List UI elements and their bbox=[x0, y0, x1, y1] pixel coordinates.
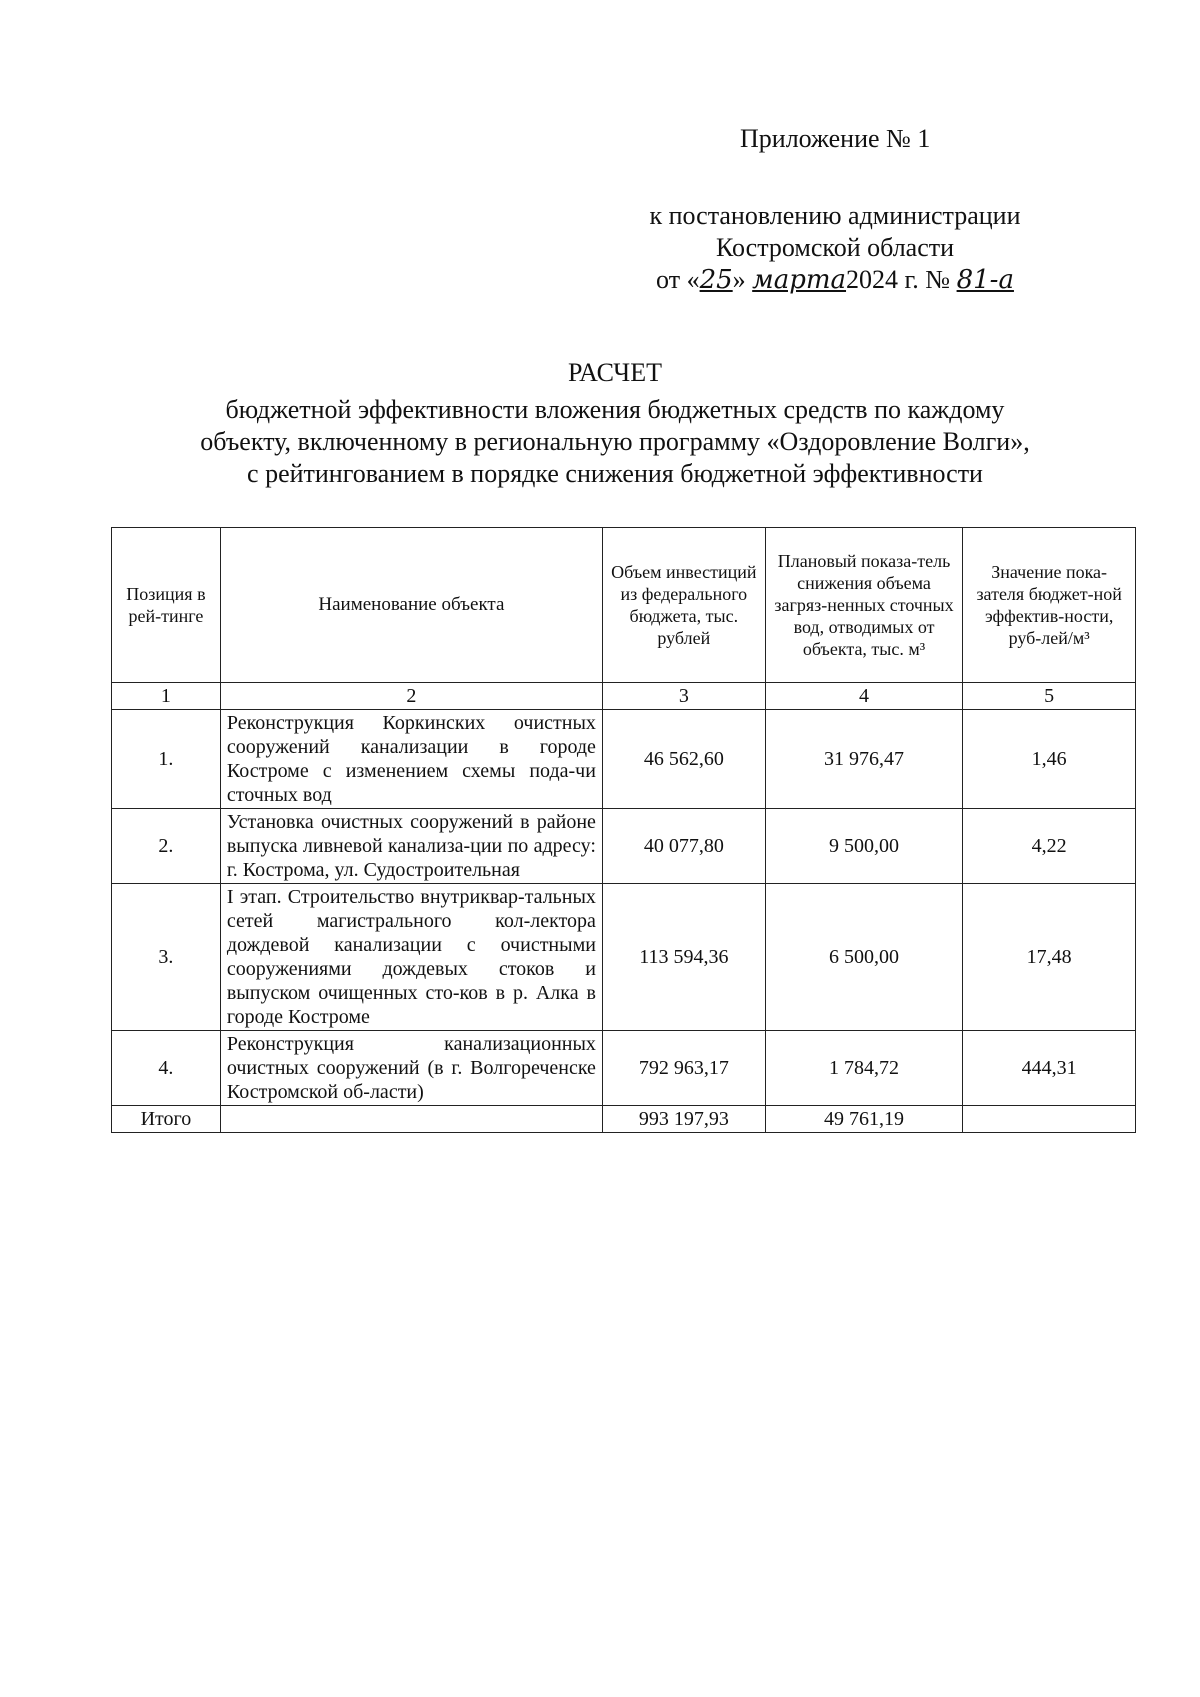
row-efficiency: 444,31 bbox=[963, 1031, 1136, 1106]
table-row bbox=[112, 1031, 1136, 1106]
column-number: 1 bbox=[112, 683, 221, 710]
row-investment: 792 963,17 bbox=[602, 1031, 765, 1106]
row-position: 2. bbox=[112, 809, 221, 884]
ref-prefix: от « bbox=[656, 265, 700, 294]
ref-line-3 bbox=[600, 264, 1070, 296]
row-object-name: I этап. Строительство внутриквар-тальных сетей магистрального кол-лектора дождевой канализации с очистными сооружениями дождевых стоков и выпуском очищенных сто-ков в р. Алка в городе Костроме bbox=[220, 884, 602, 1031]
header-position: Позиция в рей-тинге bbox=[112, 528, 221, 683]
column-number: 3 bbox=[602, 683, 765, 710]
row-reduction: 9 500,00 bbox=[765, 809, 963, 884]
ref-line-2: Костромской области bbox=[715, 233, 955, 262]
row-investment: 40 077,80 bbox=[602, 809, 765, 884]
document-title: РАСЧЕТ bbox=[568, 358, 662, 387]
ref-line-1: к постановлению администрации bbox=[649, 201, 1021, 230]
row-object-name: Реконструкция канализационных очистных сооружений (в г. Волгореченске Костромской об-ласти) bbox=[220, 1031, 602, 1106]
column-number: 2 bbox=[220, 683, 602, 710]
column-number-row bbox=[112, 683, 1136, 710]
row-efficiency: 4,22 bbox=[963, 809, 1136, 884]
header-object-name: Наименование объекта bbox=[220, 528, 602, 683]
row-object-name: Установка очистных сооружений в районе выпуска ливневой канализа-ции по адресу: г. Кострома, ул. Судостроительная bbox=[220, 809, 602, 884]
row-reduction: 1 784,72 bbox=[765, 1031, 963, 1106]
table-row bbox=[112, 884, 1136, 1031]
handwritten-day: 25 bbox=[699, 265, 733, 295]
subtitle-line: объекту, включенному в региональную программу «Оздоровление Волги», bbox=[200, 427, 1030, 456]
total-row bbox=[112, 1106, 1136, 1133]
table-header-row bbox=[112, 528, 1136, 683]
row-reduction: 31 976,47 bbox=[765, 710, 963, 809]
ref-year: 2024 г. № bbox=[846, 265, 957, 294]
document-subtitle bbox=[110, 394, 1120, 490]
row-object-name: Реконструкция Коркинских очистных сооружений канализации в городе Костроме с изменением схемы пода-чи сточных вод bbox=[220, 710, 602, 809]
resolution-reference bbox=[600, 200, 1070, 296]
header-efficiency: Значение пока-зателя бюджет-ной эффектив-ности, руб-лей/м³ bbox=[963, 528, 1136, 683]
row-efficiency: 1,46 bbox=[963, 710, 1136, 809]
header-reduction: Плановый показа-тель снижения объема загряз-ненных сточных вод, отводимых от объекта, тыс. м³ bbox=[765, 528, 963, 683]
subtitle-line: с рейтингованием в порядке снижения бюджетной эффективности bbox=[247, 459, 983, 488]
table-row bbox=[112, 710, 1136, 809]
total-empty-cell bbox=[963, 1106, 1136, 1133]
appendix-label: Приложение № 1 bbox=[740, 124, 931, 153]
column-number: 4 bbox=[765, 683, 963, 710]
row-position: 3. bbox=[112, 884, 221, 1031]
row-efficiency: 17,48 bbox=[963, 884, 1136, 1031]
total-investment: 993 197,93 bbox=[602, 1106, 765, 1133]
total-empty-cell bbox=[220, 1106, 602, 1133]
total-label: Итого bbox=[112, 1106, 221, 1133]
row-position: 1. bbox=[112, 710, 221, 809]
column-number: 5 bbox=[963, 683, 1136, 710]
row-reduction: 6 500,00 bbox=[765, 884, 963, 1031]
row-position: 4. bbox=[112, 1031, 221, 1106]
handwritten-number: 81-а bbox=[956, 265, 1014, 295]
row-investment: 113 594,36 bbox=[602, 884, 765, 1031]
ref-mid: » bbox=[732, 265, 753, 294]
header-investment: Объем инвестиций из федерального бюджета, тыс. рублей bbox=[602, 528, 765, 683]
subtitle-line: бюджетной эффективности вложения бюджетных средств по каждому bbox=[225, 395, 1005, 424]
row-investment: 46 562,60 bbox=[602, 710, 765, 809]
table-row bbox=[112, 809, 1136, 884]
efficiency-table bbox=[111, 527, 1136, 1133]
total-reduction: 49 761,19 bbox=[765, 1106, 963, 1133]
handwritten-month: марта bbox=[752, 265, 847, 295]
